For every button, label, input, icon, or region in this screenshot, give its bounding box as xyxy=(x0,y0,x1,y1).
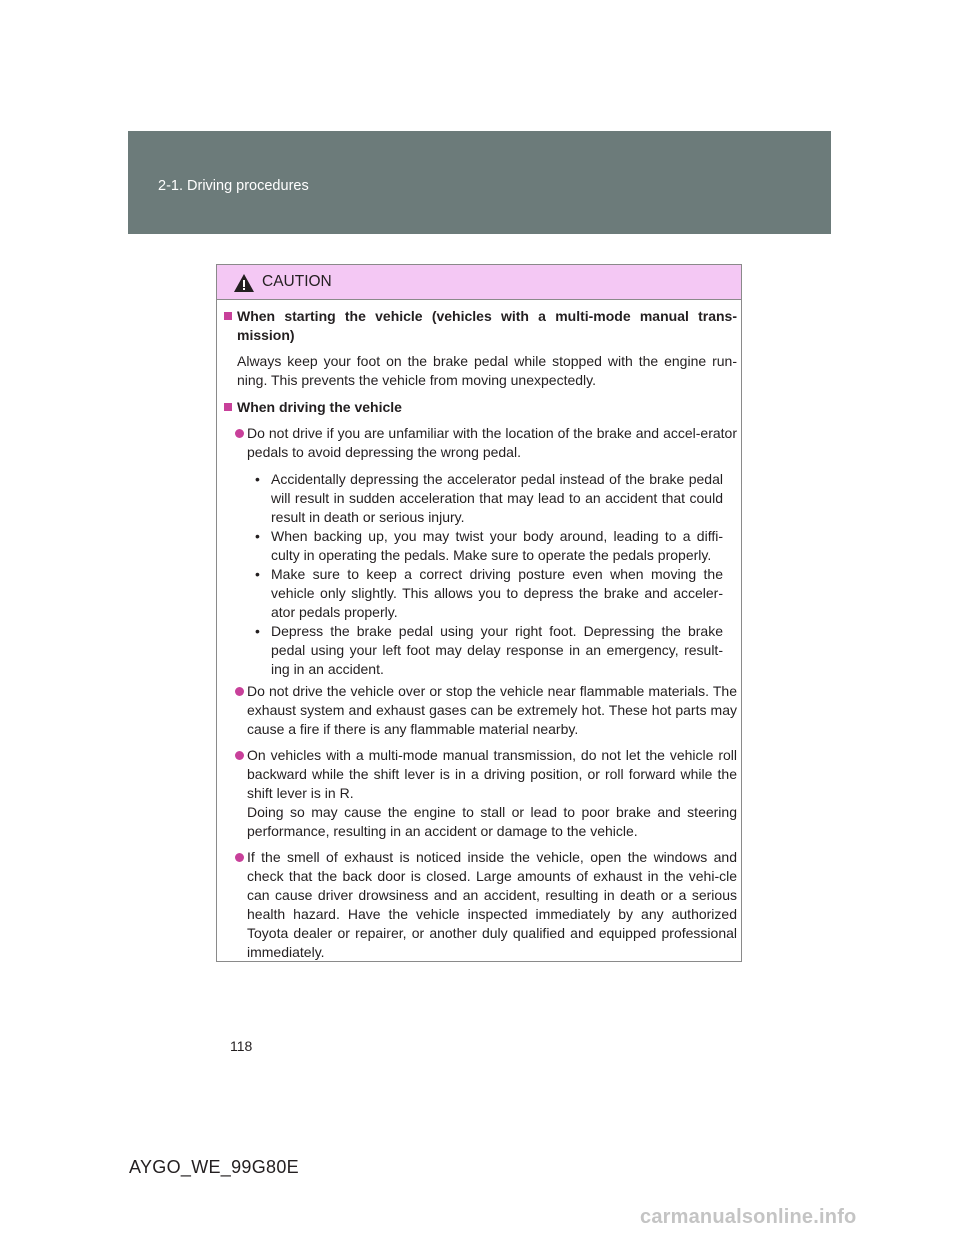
round-bullet-icon xyxy=(235,429,244,438)
round-bullet-icon xyxy=(235,853,244,862)
sub-marker: • xyxy=(255,566,260,582)
square-bullet-icon xyxy=(224,403,232,411)
sub-marker: • xyxy=(255,623,260,639)
section-heading-starting: When starting the vehicle (vehicles with a multi-mode manual trans-mission) xyxy=(223,307,737,345)
section-title: 2-1. Driving procedures xyxy=(158,178,309,194)
caution-box xyxy=(216,264,742,962)
square-bullet-icon xyxy=(224,312,232,320)
sub-list xyxy=(223,470,737,679)
sub-marker: • xyxy=(255,471,260,487)
sub-item: • Accidentally depressing the accelerator pedal instead of the brake pedal will result in sudden acceleration that may lead to an accident that could result in death or serious injury. xyxy=(255,471,723,525)
bullet-roll: On vehicles with a multi-mode manual transmission, do not let the vehicle roll backward while the shift lever is in a driving position, or roll forward while the shift lever is in R. Doing so may cause the engine to stall or lead to poor brake and steering performance, resulting in an accident or damage to the vehicle. xyxy=(223,746,737,841)
section-heading-driving: When driving the vehicle xyxy=(223,398,737,417)
caution-label: CAUTION xyxy=(262,273,332,290)
round-bullet-icon xyxy=(235,687,244,696)
sub-item: • Depress the brake pedal using your right foot. Depressing the brake pedal using your left foot may delay response in an emergency, result-ing in an accident. xyxy=(255,623,723,677)
sub-marker: • xyxy=(255,528,260,544)
caution-content xyxy=(223,307,737,962)
bullet-pedals: Do not drive if you are unfamiliar with the location of the brake and accel-erator pedals to avoid depressing the wrong pedal. xyxy=(223,424,737,462)
bullet-exhaust: If the smell of exhaust is noticed inside the vehicle, open the windows and check that the back door is closed. Large amounts of exhaust in the vehi-cle can cause driver drowsiness and an accident, resulting in death or a serious health hazard. Have the vehicle inspected immediately by any authorized Toyota dealer or repairer, or another duly qualified and equipped professional immediately. xyxy=(223,848,737,962)
bullet-flammable: Do not drive the vehicle over or stop the vehicle near flammable materials. The exhaust system and exhaust gases can be extremely hot. These hot parts may cause a fire if there is any flammable material nearby. xyxy=(223,682,737,739)
warning-triangle-icon xyxy=(233,273,255,293)
section-body-starting: Always keep your foot on the brake pedal while stopped with the engine run-ning. This prevents the vehicle from moving unexpectedly. xyxy=(237,353,737,388)
round-bullet-icon xyxy=(235,751,244,760)
sub-item: • Make sure to keep a correct driving posture even when moving the vehicle only slightly. This allows you to depress the brake and acceler-ator pedals properly. xyxy=(255,566,723,620)
page-number: 118 xyxy=(230,1038,253,1054)
footer-code: AYGO_WE_99G80E xyxy=(129,1157,299,1177)
watermark-text: carmanualsonline.info xyxy=(640,1206,857,1228)
header-band xyxy=(128,131,831,234)
caution-header xyxy=(217,265,741,300)
sub-item: • When backing up, you may twist your body around, leading to a diffi-culty in operating the pedals. Make sure to operate the pedals properly. xyxy=(255,528,723,563)
